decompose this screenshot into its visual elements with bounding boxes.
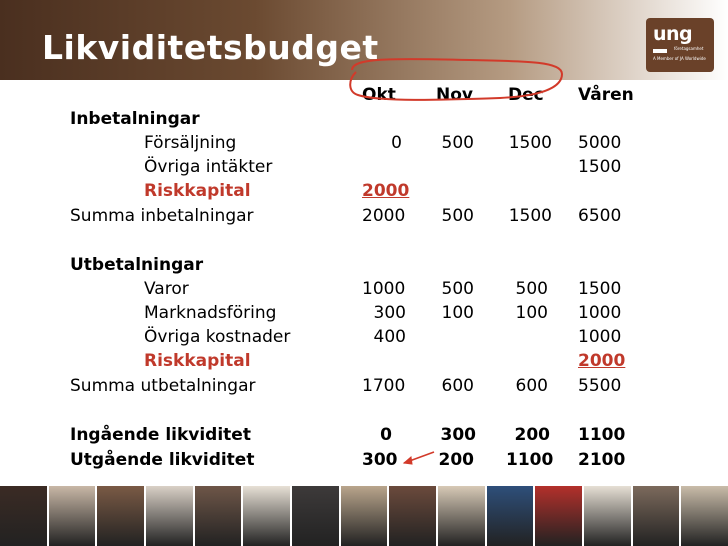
cell-nov: 100 — [441, 303, 474, 323]
cell-nov: 600 — [441, 376, 474, 396]
row-label: Summa utbetalningar — [70, 376, 256, 396]
cell-dec: 200 — [514, 425, 550, 445]
cell-nov: 500 — [441, 279, 474, 299]
cell-varen: 1500 — [578, 157, 622, 177]
cell-dec: 1100 — [506, 450, 554, 470]
table-row — [0, 180, 728, 202]
row-label-riskkapital: Riskkapital — [144, 181, 251, 201]
cell-okt: 2000 — [362, 181, 410, 201]
logo-main-text: ung — [653, 23, 693, 45]
cell-okt: 1700 — [362, 376, 406, 396]
column-header-varen: Våren — [578, 85, 634, 105]
cell-varen: 2100 — [578, 450, 626, 470]
cell-nov: 500 — [441, 206, 474, 226]
row-label: Varor — [144, 279, 189, 299]
cell-varen: 5500 — [578, 376, 622, 396]
photo-thumbnail — [243, 486, 290, 546]
photo-thumbnail — [389, 486, 436, 546]
photo-thumbnail — [681, 486, 728, 546]
row-label: Övriga kostnader — [144, 327, 291, 347]
cell-okt: 0 — [380, 425, 392, 445]
column-header-row — [0, 84, 728, 106]
section-heading-inflows — [0, 108, 728, 130]
cell-dec: 1500 — [508, 133, 552, 153]
logo-member-text: A Member of JA Worldwide — [653, 56, 706, 61]
total-row-inflows — [0, 205, 728, 227]
cell-dec: 600 — [515, 376, 548, 396]
row-label-riskkapital: Riskkapital — [144, 351, 251, 371]
cell-varen: 5000 — [578, 133, 622, 153]
row-label: Övriga intäkter — [144, 157, 273, 177]
row-label: Försäljning — [144, 133, 237, 153]
cell-okt: 300 — [373, 303, 406, 323]
cell-nov: 200 — [438, 450, 474, 470]
row-label: Marknadsföring — [144, 303, 277, 323]
cell-varen: 1000 — [578, 303, 622, 323]
logo-sub-text: företagsamhet — [674, 46, 704, 51]
photo-thumbnail — [633, 486, 680, 546]
closing-liquidity-row — [0, 449, 728, 471]
table-row — [0, 326, 728, 348]
photo-thumbnail — [97, 486, 144, 546]
cell-varen: 1000 — [578, 327, 622, 347]
row-label: Ingående likviditet — [70, 425, 251, 445]
row-label: Summa inbetalningar — [70, 206, 254, 226]
table-row — [0, 302, 728, 324]
table-row — [0, 132, 728, 154]
table-row — [0, 156, 728, 178]
column-header-dec: Dec — [508, 85, 544, 105]
inflows-heading: Inbetalningar — [70, 109, 200, 129]
photo-thumbnail — [487, 486, 534, 546]
cell-dec: 1500 — [508, 206, 552, 226]
cell-varen: 1500 — [578, 279, 622, 299]
cell-varen: 6500 — [578, 206, 622, 226]
opening-liquidity-row — [0, 424, 728, 446]
photo-thumbnail — [292, 486, 339, 546]
cell-nov: 500 — [441, 133, 474, 153]
photo-strip — [0, 486, 728, 546]
column-header-nov: Nov — [436, 85, 473, 105]
cell-okt: 300 — [362, 450, 398, 470]
cell-okt: 0 — [391, 133, 402, 153]
total-row-outflows — [0, 375, 728, 397]
cell-dec: 500 — [515, 279, 548, 299]
cell-dec: 100 — [515, 303, 548, 323]
photo-thumbnail — [535, 486, 582, 546]
photo-thumbnail — [146, 486, 193, 546]
cell-okt: 2000 — [362, 206, 406, 226]
section-heading-outflows — [0, 254, 728, 276]
table-row — [0, 278, 728, 300]
cell-okt: 1000 — [362, 279, 406, 299]
cell-varen: 2000 — [578, 351, 626, 371]
cell-okt: 400 — [373, 327, 406, 347]
title-bar — [0, 0, 728, 80]
slide-title: Likviditetsbudget — [42, 28, 379, 67]
logo-mark-icon — [653, 49, 667, 53]
photo-thumbnail — [341, 486, 388, 546]
outflows-heading: Utbetalningar — [70, 255, 204, 275]
cell-varen: 1100 — [578, 425, 626, 445]
ung-foretagsamhet-logo — [646, 18, 714, 72]
photo-thumbnail — [438, 486, 485, 546]
photo-thumbnail — [49, 486, 96, 546]
photo-thumbnail — [195, 486, 242, 546]
photo-thumbnail — [0, 486, 47, 546]
photo-thumbnail — [584, 486, 631, 546]
cell-nov: 300 — [440, 425, 476, 445]
row-label: Utgående likviditet — [70, 450, 255, 470]
column-header-okt: Okt — [362, 85, 396, 105]
table-row — [0, 350, 728, 372]
